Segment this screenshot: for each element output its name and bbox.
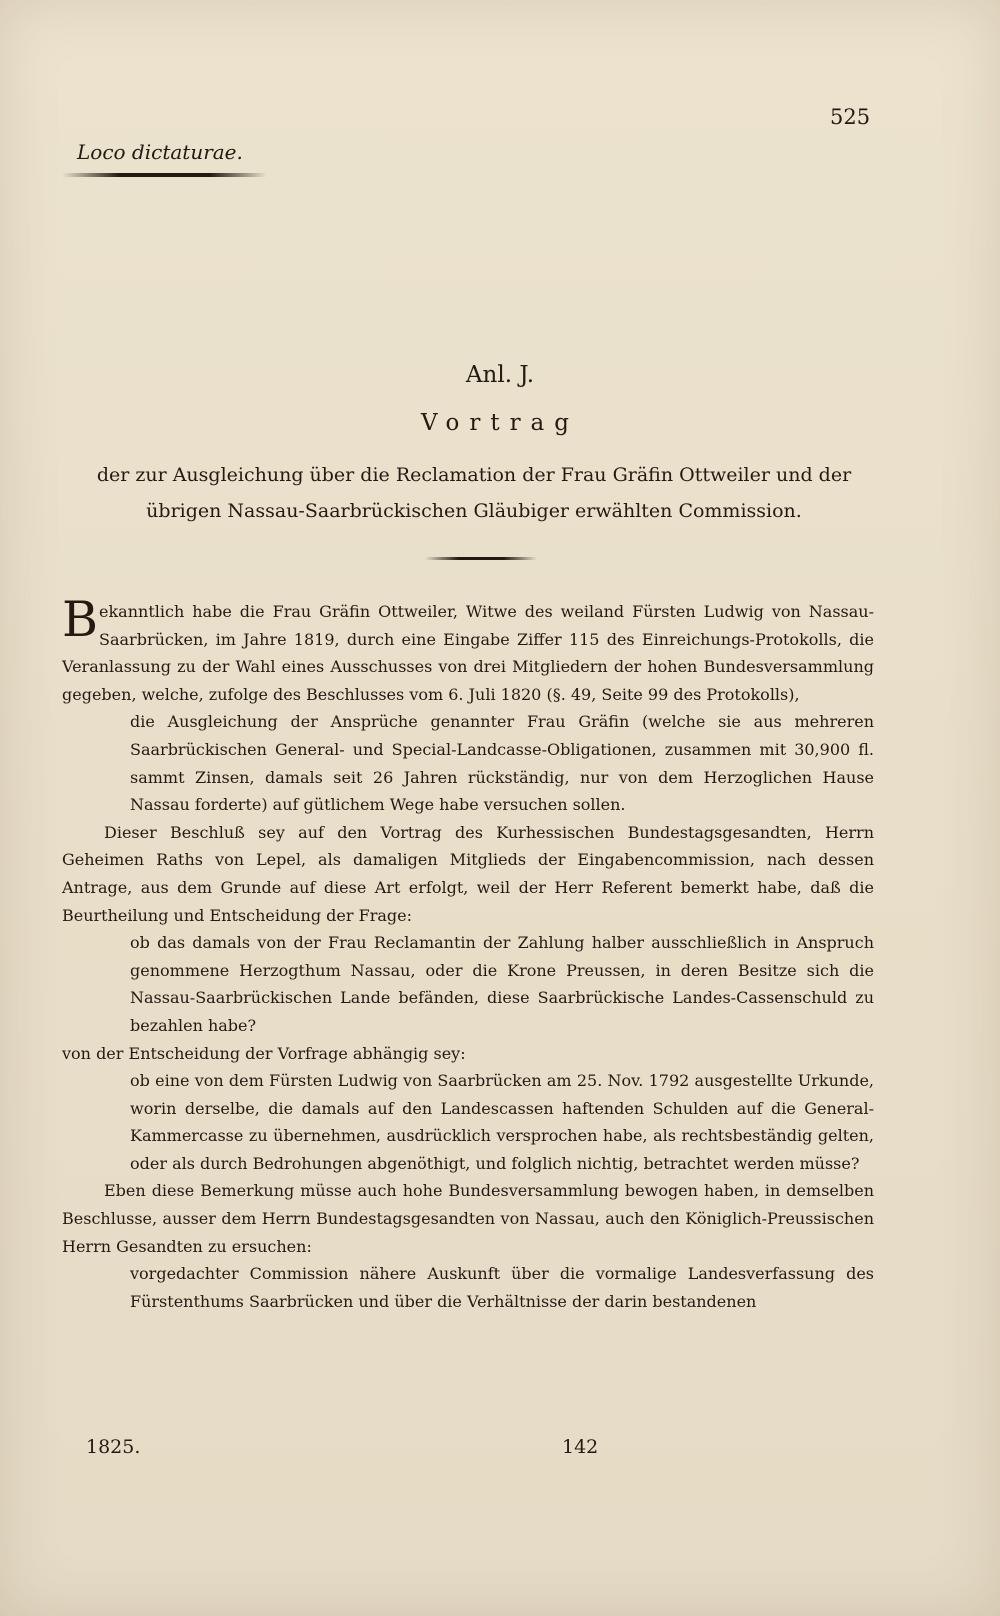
paragraph-indented: vorgedachter Commission nähere Auskunft über die vormalige Landesverfassung des Fürstenthums Saarbrücken und über die Verhältnisse der darin bestandenen xyxy=(130,1264,874,1311)
document-title: Vortrag xyxy=(420,410,579,436)
paragraph-indented: die Ausgleichung der Ansprüche genannter Frau Gräfin (welche sie aus mehreren Saarbrückischen General- und Special-Landcasse-Obligationen, zusammen mit 30,900 fl. sammt Zinsen, damals seit 26 Jahren rückständig, nur von dem Herzoglichen Hause Nassau forderte) auf gütlichem Wege habe versuchen sollen. xyxy=(130,712,874,815)
paragraph: Dieser Beschluß sey auf den Vortrag des Kurhessischen Bundestagsgesandten, Herrn Geheimen Raths von Lepel, als damaligen Mitglieds der Eingabencommission, nach dessen Antrage, aus dem Grunde auf diese Art erfolgt, weil der Herr Referent bemerkt habe, daß die Beurtheilung und Entscheidung der Frage: xyxy=(62,822,874,925)
paragraph-indented: ob das damals von der Frau Reclamantin der Zahlung halber ausschließlich in Anspruch genommene Herzogthum Nassau, oder die Krone Preussen, in deren Besitze sich die Nassau-Saarbrückischen Lande befänden, diese Saarbrückische Landes-Cassenschuld zu bezahlen habe? xyxy=(130,933,874,1035)
footer-signature-mark: 142 xyxy=(562,1436,599,1458)
body-text xyxy=(62,591,874,1315)
center-rule-divider xyxy=(425,557,537,560)
running-head: Loco dictaturae. xyxy=(77,140,243,164)
page-number: 525 xyxy=(830,105,871,129)
head-rule-divider xyxy=(62,173,267,177)
paragraph-opening xyxy=(62,591,874,708)
document-subtitle: der zur Ausgleichung über die Reclamation der Frau Gräfin Ottweiler und der übrigen Nassau-Saarbrückischen Gläubiger erwählten Commission. xyxy=(96,464,852,522)
paragraph: Eben diese Bemerkung müsse auch hohe Bundesversammlung bewogen haben, in demselben Beschlusse, ausser dem Herrn Bundestagsgesandten von Nassau, auch den Königlich-Preussischen Herrn Gesandten zu ersuchen: xyxy=(62,1181,874,1256)
drop-cap: B xyxy=(62,591,99,648)
footer-year: 1825. xyxy=(86,1436,141,1458)
paragraph-text: ekanntlich habe die Frau Gräfin Ottweiler, Witwe des weiland Fürsten Ludwig von Nassau-Saarbrücken, im Jahre 1819, durch eine Eingabe Ziffer 115 des Einreichungs-Protokolls, die Veranlassung zu der Wahl eines Ausschusses von drei Mitgliedern der hohen Bundesversammlung gegeben, welche, zufolge des Beschlusses vom 6. Juli 1820 (§. 49, Seite 99 des Protokolls), xyxy=(62,602,874,704)
paragraph: von der Entscheidung der Vorfrage abhängig sey: xyxy=(62,1043,466,1063)
annex-label: Anl. J. xyxy=(465,362,535,388)
paragraph-indented: ob eine von dem Fürsten Ludwig von Saarbrücken am 25. Nov. 1792 ausgestellte Urkunde, worin derselbe, die damals auf den Landescassen haftenden Schulden auf die General-Kammercasse zu übernehmen, ausdrücklich versprochen habe, als rechtsbeständig gelten, oder als durch Bedrohungen abgenöthigt, und folglich nichtig, betrachtet werden müsse? xyxy=(130,1071,874,1173)
